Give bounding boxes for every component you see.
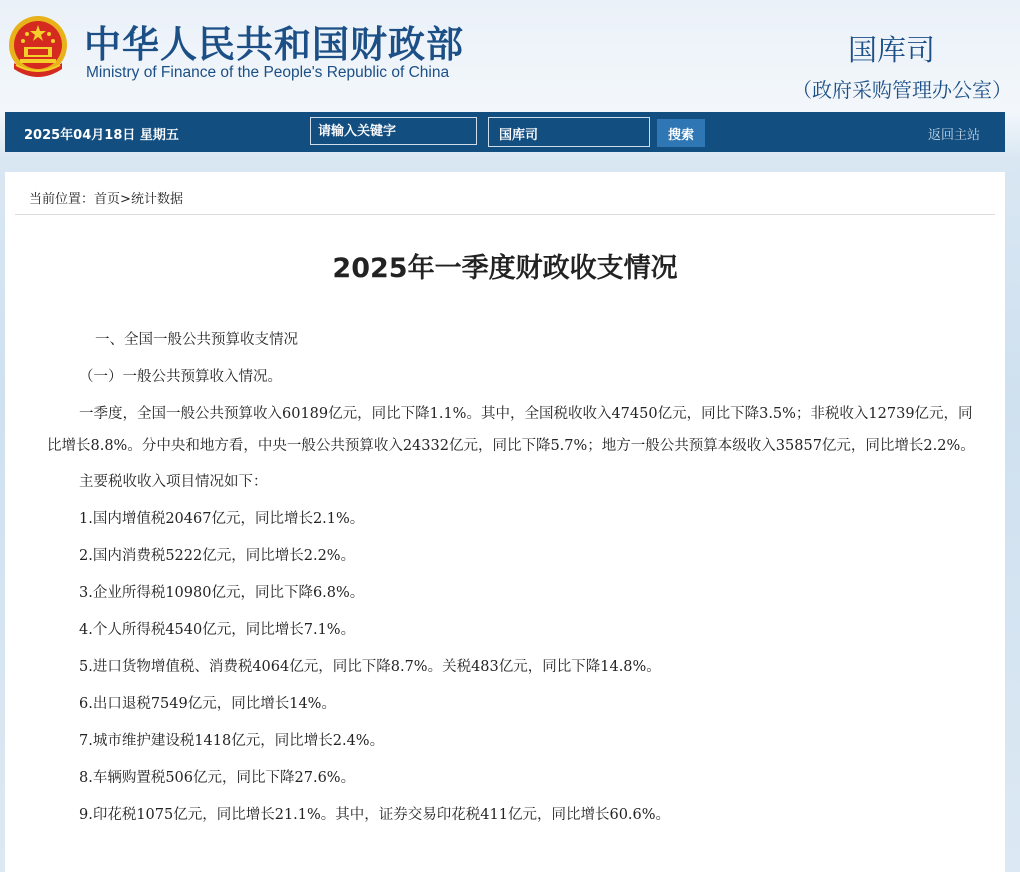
breadcrumb-separator: >: [120, 192, 131, 207]
department-name: 国库司: [848, 33, 936, 67]
tax-item: 2.国内消费税5222亿元，同比增长2.2%。: [79, 548, 356, 564]
tax-item: 8.车辆购置税506亿元，同比下降27.6%。: [79, 770, 356, 786]
section-heading: 一、全国一般公共预算收支情况: [95, 332, 298, 348]
subsection-heading: （一）一般公共预算收入情况。: [79, 369, 282, 385]
tax-intro: 主要税收收入项目情况如下：: [79, 474, 268, 490]
tax-item: 4.个人所得税4540亿元，同比增长7.1%。: [79, 622, 356, 638]
search-input[interactable]: [310, 117, 477, 145]
revenue-paragraph: 一季度，全国一般公共预算收入60189亿元，同比下降1.1%。其中，全国税收收入47450亿元，同比下降3.5%；非税收入12739亿元，同比增长8.8%。分中央和地方看，中央一般公共预算收入24332亿元，同比下降5.7%；地方一般公共预算本级收入35857亿元，同比增长2.2%。: [47, 406, 975, 454]
article-body: [47, 324, 977, 836]
breadcrumb-home-link[interactable]: 首页: [94, 192, 121, 207]
site-header: [0, 0, 1020, 108]
tax-item: 1.国内增值税20467亿元，同比增长2.1%。: [79, 511, 365, 527]
national-emblem-icon[interactable]: [6, 13, 70, 83]
search-button[interactable]: 搜索: [657, 119, 705, 147]
tax-item: 9.印花税1075亿元，同比增长21.1%。其中，证券交易印花税411亿元，同比增长60.6%。: [79, 807, 671, 823]
tax-item: 3.企业所得税10980亿元，同比下降6.8%。: [79, 585, 365, 601]
return-home-link[interactable]: 返回主站: [928, 128, 981, 143]
breadcrumb: [29, 188, 183, 207]
current-date: 2025年04月18日 星期五: [24, 128, 179, 143]
tax-item: 5.进口货物增值税、消费税4064亿元，同比下降8.7%。关税483亿元，同比下降14.8%。: [79, 659, 661, 675]
department-subtitle: （政府采购管理办公室）: [792, 78, 1012, 102]
breadcrumb-prefix: 当前位置：: [29, 192, 95, 207]
article-title: 2025年一季度财政收支情况: [332, 253, 678, 284]
article-container: [5, 172, 1005, 872]
tax-item: 7.城市维护建设税1418亿元，同比增长2.4%。: [79, 733, 385, 749]
site-title-en: Ministry of Finance of the People's Republic of China: [86, 64, 450, 81]
breadcrumb-divider: [15, 214, 995, 215]
tax-item: 6.出口退税7549亿元，同比增长14%。: [79, 696, 336, 712]
breadcrumb-current-link[interactable]: 统计数据: [130, 192, 183, 207]
nav-bar: [5, 112, 1005, 152]
site-title-cn: 中华人民共和国财政部: [84, 23, 464, 66]
search-scope-select[interactable]: 国库司: [488, 117, 650, 147]
